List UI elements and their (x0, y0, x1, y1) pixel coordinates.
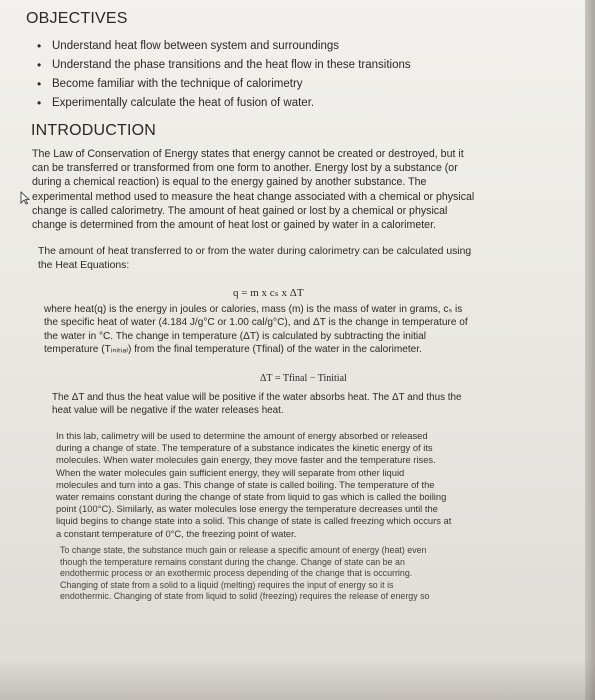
bullet-icon: • (37, 96, 42, 110)
list-item (34, 75, 411, 94)
page-shadow (0, 660, 595, 700)
objective-text: Understand the phase transitions and the heat flow in these transitions (52, 59, 411, 71)
heat-equation: q = m x cₛ x ΔT (233, 287, 304, 299)
bullet-icon: • (37, 58, 42, 72)
page-edge (585, 0, 595, 700)
intro-paragraph-1: The Law of Conservation of Energy states that energy cannot be created or destroyed, but it can be transferred or transformed from one form to another. Energy lost by a substance (or during a chemical reaction) is equal to the energy gained by another substance. The experimental method used to measure the heat change associated with a chemical or physical change is called calorimetry. The amount of heat gained or lost by a chemical or physical change is determined from the amount of heat lost or gained by water in a calorimeter. (32, 148, 475, 232)
objective-text: Understand heat flow between system and surroundings (52, 40, 340, 52)
list-item (34, 94, 411, 113)
objective-text: Become familiar with the technique of calorimetry (52, 78, 303, 90)
intro-paragraph-2: The amount of heat transferred to or from the water during calorimetry can be calculated using the Heat Equations: (38, 246, 472, 271)
intro-paragraph-5: In this lab, calimetry will be used to determine the amount of energy absorbed or released during a change of state. The temperature of a substance indicates the kinetic energy of its molecules. When water molecules gain energy, they move faster and the temperature rises. When the water molecules gain sufficient energy, they will separate from other liquid molecules and turn into a gas. This change of state is called boiling. The temperature of the water remains constant during the change of state from liquid to gas which is called the boiling point (100°C). Similarly, as water molecules lose energy the temperature decreases until the liquid begins to change state into a solid. This change of state is called freezing which occurs at a constant temperature of 0°C, the freezing point of water. (56, 430, 452, 539)
bullet-icon: • (37, 39, 42, 53)
intro-paragraph-4: The ΔT and thus the heat value will be positive if the water absorbs heat. The ΔT and thus the heat value will be negative if the water releases heat. (52, 392, 462, 416)
objectives-heading: OBJECTIVES (26, 10, 128, 27)
bullet-icon: • (37, 77, 42, 91)
delta-t-equation: ΔT = Tfinal − Tinitial (260, 373, 347, 384)
intro-paragraph-3: where heat(q) is the energy in joules or calories, mass (m) is the mass of water in grams, cₛ is the specific heat of water (4.184 J/g°C or 1.00 cal/g°C), and ΔT is the change in temperature of the water in °C. The change in temperature (ΔT) is calculated by subtracting the initial temperature (Tᵢₙᵢₜᵢₐₗ) from the final temperature (Tfinal) of the water in the calorimeter. (44, 304, 468, 356)
list-item (34, 37, 411, 56)
introduction-heading: INTRODUCTION (31, 122, 157, 139)
list-item (34, 56, 411, 75)
objective-text: Experimentally calculate the heat of fusion of water. (52, 97, 315, 109)
intro-paragraph-6: To change state, the substance much gain or release a specific amount of energy (heat) even though the temperature remains constant during the change. Change of state can be an endothermic process or an exothermic process depending of the change that is occurring. Changing of state from a solid to a liquid (melting) requires the input of energy so it is endothermic. Changing of state from liquid to solid (freezing) requires the release of energy so (60, 545, 430, 602)
mouse-cursor-icon (20, 191, 30, 205)
objectives-list (34, 37, 411, 113)
